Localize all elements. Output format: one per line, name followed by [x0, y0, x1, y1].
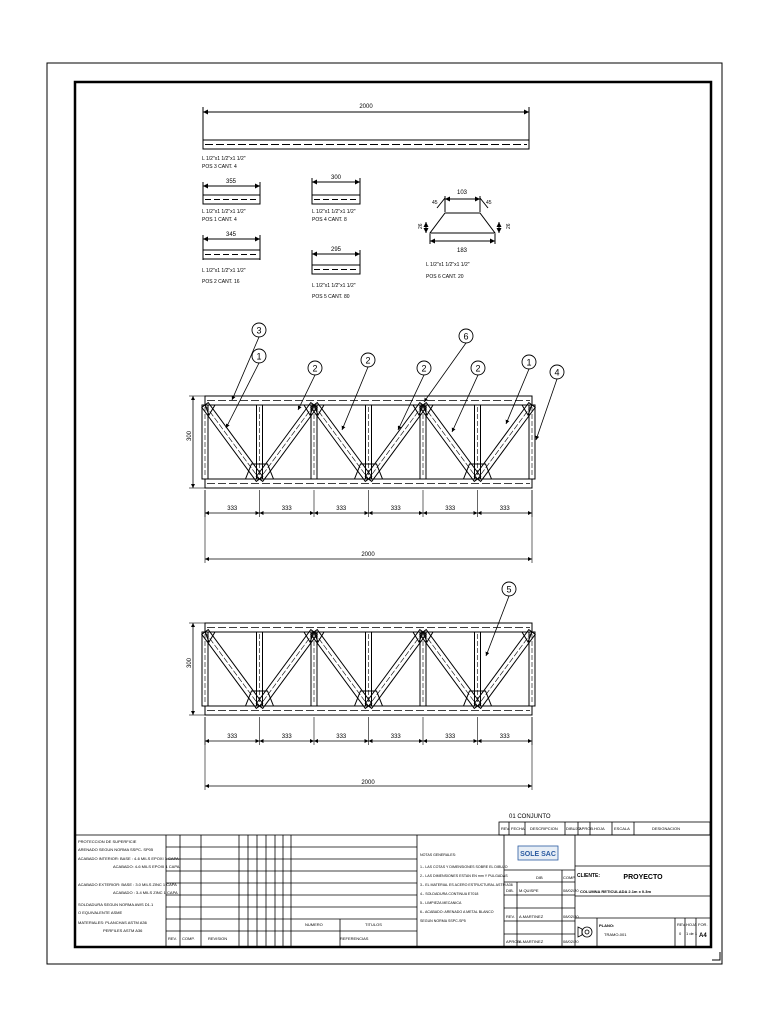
profile-pos5-pos: POS 5 CANT. 80 — [312, 294, 350, 300]
callout-number: 1 — [526, 357, 532, 368]
svg-text:NUMERO: NUMERO — [305, 922, 323, 927]
gusset-bottom-dim: 183 — [456, 248, 468, 254]
callout-number: 2 — [421, 363, 427, 374]
hdr-designacion: DESIGNACION — [652, 826, 681, 831]
rev-value: 0 — [679, 931, 682, 936]
protection-notes — [78, 839, 180, 933]
span-dim-label: 333 — [499, 734, 510, 740]
gusset-pos: POS 6 CANT. 20 — [426, 274, 464, 280]
hdr-dibujo: DIBUJO — [566, 826, 581, 831]
span-dim-label: 333 — [445, 506, 456, 512]
company-logo — [518, 846, 558, 860]
corner-mark — [712, 952, 720, 960]
general-notes — [420, 853, 513, 923]
svg-text:ACABADO : 3-4 MILS ZINC 1 CAPA: ACABADO : 3-4 MILS ZINC 1 CAPA — [113, 890, 178, 895]
svg-text:DIB.: DIB. — [506, 888, 514, 893]
profile-pos1-desc: L 1/2"x1 1/2"x1 1/2" — [202, 209, 246, 215]
truss2-height: 300 — [187, 657, 193, 668]
callout-leader — [424, 343, 466, 402]
profile-pos1 — [203, 182, 260, 204]
truss1-height: 300 — [187, 430, 193, 441]
svg-text:TITULOS: TITULOS — [365, 922, 382, 927]
gusset-top-dim: 103 — [456, 190, 468, 196]
svg-text:COMP.: COMP. — [563, 875, 576, 880]
profile-pos3 — [203, 107, 529, 149]
svg-text:3.- EL MATERIAL ES ACERO ESTRU: 3.- EL MATERIAL ES ACERO ESTRUCTURAL ASTM A36 — [420, 883, 513, 887]
svg-text:5.- LIMPIEZA MECANICA: 5.- LIMPIEZA MECANICA — [420, 901, 462, 905]
profile-pos3-pos: POS 3 CANT. 4 — [202, 164, 237, 170]
truss1-total: 2000 — [361, 552, 375, 558]
diagonal-centerline — [260, 405, 315, 479]
diagonal-centerline — [314, 405, 369, 479]
svg-text:O EQUIVALENTE ASME: O EQUIVALENTE ASME — [78, 910, 123, 915]
profile-pos4 — [312, 178, 360, 204]
svg-text:A.MARTINEZ: A.MARTINEZ — [519, 939, 544, 944]
hdr-desc: DESCRIPCION — [530, 826, 558, 831]
profile-pos1-length: 355 — [225, 179, 237, 185]
svg-text:M.QUISPE: M.QUISPE — [519, 888, 539, 893]
gusset-desc: L 1/2"x1 1/2"x1 1/2" — [426, 262, 470, 268]
svg-text:SOLDADURA SEGUN NORMA AWS D1.1: SOLDADURA SEGUN NORMA AWS D1.1 — [78, 902, 154, 907]
hdr-fecha: FECHA — [511, 826, 525, 831]
svg-text:SOLE SAC: SOLE SAC — [520, 851, 556, 858]
callout-number: 2 — [475, 363, 481, 374]
span-dim-label: 333 — [499, 506, 510, 512]
svg-text:6.- ACABADO: ARENADO A METAL B: 6.- ACABADO: ARENADO A METAL BLANCO — [420, 910, 494, 914]
profile-pos3-desc: L 1/2"x1 1/2"x1 1/2" — [202, 156, 246, 162]
span-dim-label: 333 — [445, 734, 456, 740]
span-dim-label: 333 — [336, 506, 347, 512]
svg-text:ACABADO: 4-6 MILS EPOXI 1 CAPA: ACABADO: 4-6 MILS EPOXI 1 CAPA — [113, 864, 180, 869]
svg-text:1.- LAS COTAS Y DIMENSIONES SO: 1.- LAS COTAS Y DIMENSIONES SOBRE EL DIBUJO — [420, 865, 508, 869]
svg-text:PERFILES ASTM A36: PERFILES ASTM A36 — [103, 928, 143, 933]
profile-pos4-pos: POS 4 CANT. 8 — [312, 217, 347, 223]
svg-text:4.- SOLDADURA CONTINUA E7018: 4.- SOLDADURA CONTINUA E7018 — [420, 892, 479, 896]
hdr-rev: REV. — [501, 826, 510, 831]
format-value: A4 — [699, 933, 707, 939]
span-dim-label: 333 — [227, 734, 238, 740]
view-label: 01 CONJUNTO — [509, 814, 551, 820]
client-label: CLIENTE: — [577, 873, 601, 879]
callout-number: 3 — [256, 325, 262, 336]
diagonal-centerline — [314, 632, 369, 706]
svg-text:ACABADO EXTERIOR: BASE : 3.0: ACABADO EXTERIOR: BASE : 3.0 MILS ZINC 1 CAPA — [78, 882, 177, 887]
diagonal-centerline — [423, 405, 478, 479]
callout-number: 2 — [312, 363, 318, 374]
callout-number: 1 — [256, 351, 262, 362]
callout-number: 6 — [463, 331, 469, 342]
svg-text:08/02/20: 08/02/20 — [563, 888, 579, 893]
callout-leader — [232, 337, 262, 400]
truss-elevation-1 — [189, 396, 535, 488]
project-name: COLUMNA RETICULADA 2.1m x 0.3m — [580, 889, 652, 894]
diagonal-centerline — [260, 632, 315, 706]
diagonal-centerline — [369, 632, 424, 706]
span-dim-label: 333 — [281, 506, 292, 512]
span-dim-label: 333 — [336, 734, 347, 740]
truss-1-callouts — [226, 323, 564, 440]
profile-pos5 — [312, 250, 360, 274]
svg-text:COMP.: COMP. — [182, 936, 195, 941]
callout-number: 5 — [506, 584, 512, 595]
profile-pos3-length: 2000 — [359, 104, 373, 110]
svg-text:MATERIALES: PLANCHAS ASTM: MATERIALES: PLANCHAS ASTM A36 — [78, 920, 147, 925]
project-label: PROYECTO — [623, 874, 663, 881]
plane-number: TRAMO-001 — [604, 932, 627, 937]
svg-text:A.MARTINEZ: A.MARTINEZ — [519, 914, 544, 919]
diagonal-centerline — [478, 632, 533, 706]
span-dim-label: 333 — [281, 734, 292, 740]
callout-leader — [536, 379, 557, 440]
svg-text:ACABADO INTERIOR: BASE : 4-6: ACABADO INTERIOR: BASE : 4-6 MILS EPOXI 1 CAPA — [78, 856, 179, 861]
svg-text:DIB: DIB — [536, 875, 543, 880]
svg-text:REV.: REV. — [168, 936, 177, 941]
profile-pos5-length: 295 — [330, 247, 342, 253]
profile-pos2-length: 345 — [225, 232, 237, 238]
callout-number: 2 — [365, 355, 371, 366]
diagonal-centerline — [205, 632, 260, 706]
truss-elevation-2 — [189, 623, 535, 715]
callout-number: 4 — [554, 367, 560, 378]
profile-pos2-pos: POS 2 CANT. 16 — [202, 279, 240, 285]
profile-pos5-desc: L 1/2"x1 1/2"x1 1/2" — [312, 283, 356, 289]
diagonal-centerline — [369, 405, 424, 479]
diagonal-centerline — [478, 405, 533, 479]
svg-text:2.- LAS DIMENSIONES ESTAN EN m: 2.- LAS DIMENSIONES ESTAN EN mm Y PULGADAS — [420, 874, 508, 878]
svg-text:NOTAS GENERALES:: NOTAS GENERALES: — [420, 853, 457, 857]
rev-label: REV. — [677, 922, 686, 927]
svg-text:REV.: REV. — [506, 914, 515, 919]
hdr-escala: ESCALA — [614, 826, 630, 831]
profile-pos2 — [203, 235, 260, 260]
span-dim-label: 333 — [390, 506, 401, 512]
truss2-total: 2000 — [361, 780, 375, 786]
svg-text:SEGUN NORMA SSPC-SP5: SEGUN NORMA SSPC-SP5 — [420, 919, 466, 923]
span-dim-label: 333 — [227, 506, 238, 512]
format-label: FOR. — [698, 922, 708, 927]
svg-text:APROB.: APROB. — [506, 939, 522, 944]
gusset-angle-left: 45 — [432, 200, 438, 206]
diagonal-centerline — [423, 632, 478, 706]
svg-text:PROTECCION DE SUPERFICIE: PROTECCION DE SUPERFICIE — [78, 839, 137, 844]
svg-text:08/02/20: 08/02/20 — [563, 914, 579, 919]
plane-label: PLANO: — [599, 923, 615, 928]
span-dim-label: 333 — [390, 734, 401, 740]
hdr-aprob: APROB. — [579, 826, 595, 831]
truss-2-callouts — [486, 582, 516, 656]
profile-pos4-desc: L 1/2"x1 1/2"x1 1/2" — [312, 209, 356, 215]
callout-leader — [486, 596, 509, 656]
gusset-right-dim: 26 — [506, 223, 512, 229]
projection-icon — [578, 927, 592, 937]
gusset-angle-right: 45 — [486, 200, 492, 206]
callout-leader — [342, 367, 368, 430]
inner-border — [75, 82, 711, 947]
svg-text:08/02/20: 08/02/20 — [563, 939, 579, 944]
svg-text:REFERENCIAS: REFERENCIAS — [340, 936, 369, 941]
sheet-hoja-value: 1 de 1 — [686, 931, 698, 936]
svg-text:REVISION: REVISION — [208, 936, 228, 941]
profile-pos1-pos: POS 1 CANT. 4 — [202, 217, 237, 223]
svg-text:ARENADO SEGUN NORMA SSPC- SP05: ARENADO SEGUN NORMA SSPC- SP05 — [78, 847, 154, 852]
hdr-hoja: HOJA — [594, 826, 605, 831]
profile-pos4-length: 300 — [330, 175, 342, 181]
gusset-left-dim: 26 — [418, 223, 424, 229]
sheet-hoja-label: HOJA — [686, 922, 697, 927]
profile-pos2-desc: L 1/2"x1 1/2"x1 1/2" — [202, 268, 246, 274]
